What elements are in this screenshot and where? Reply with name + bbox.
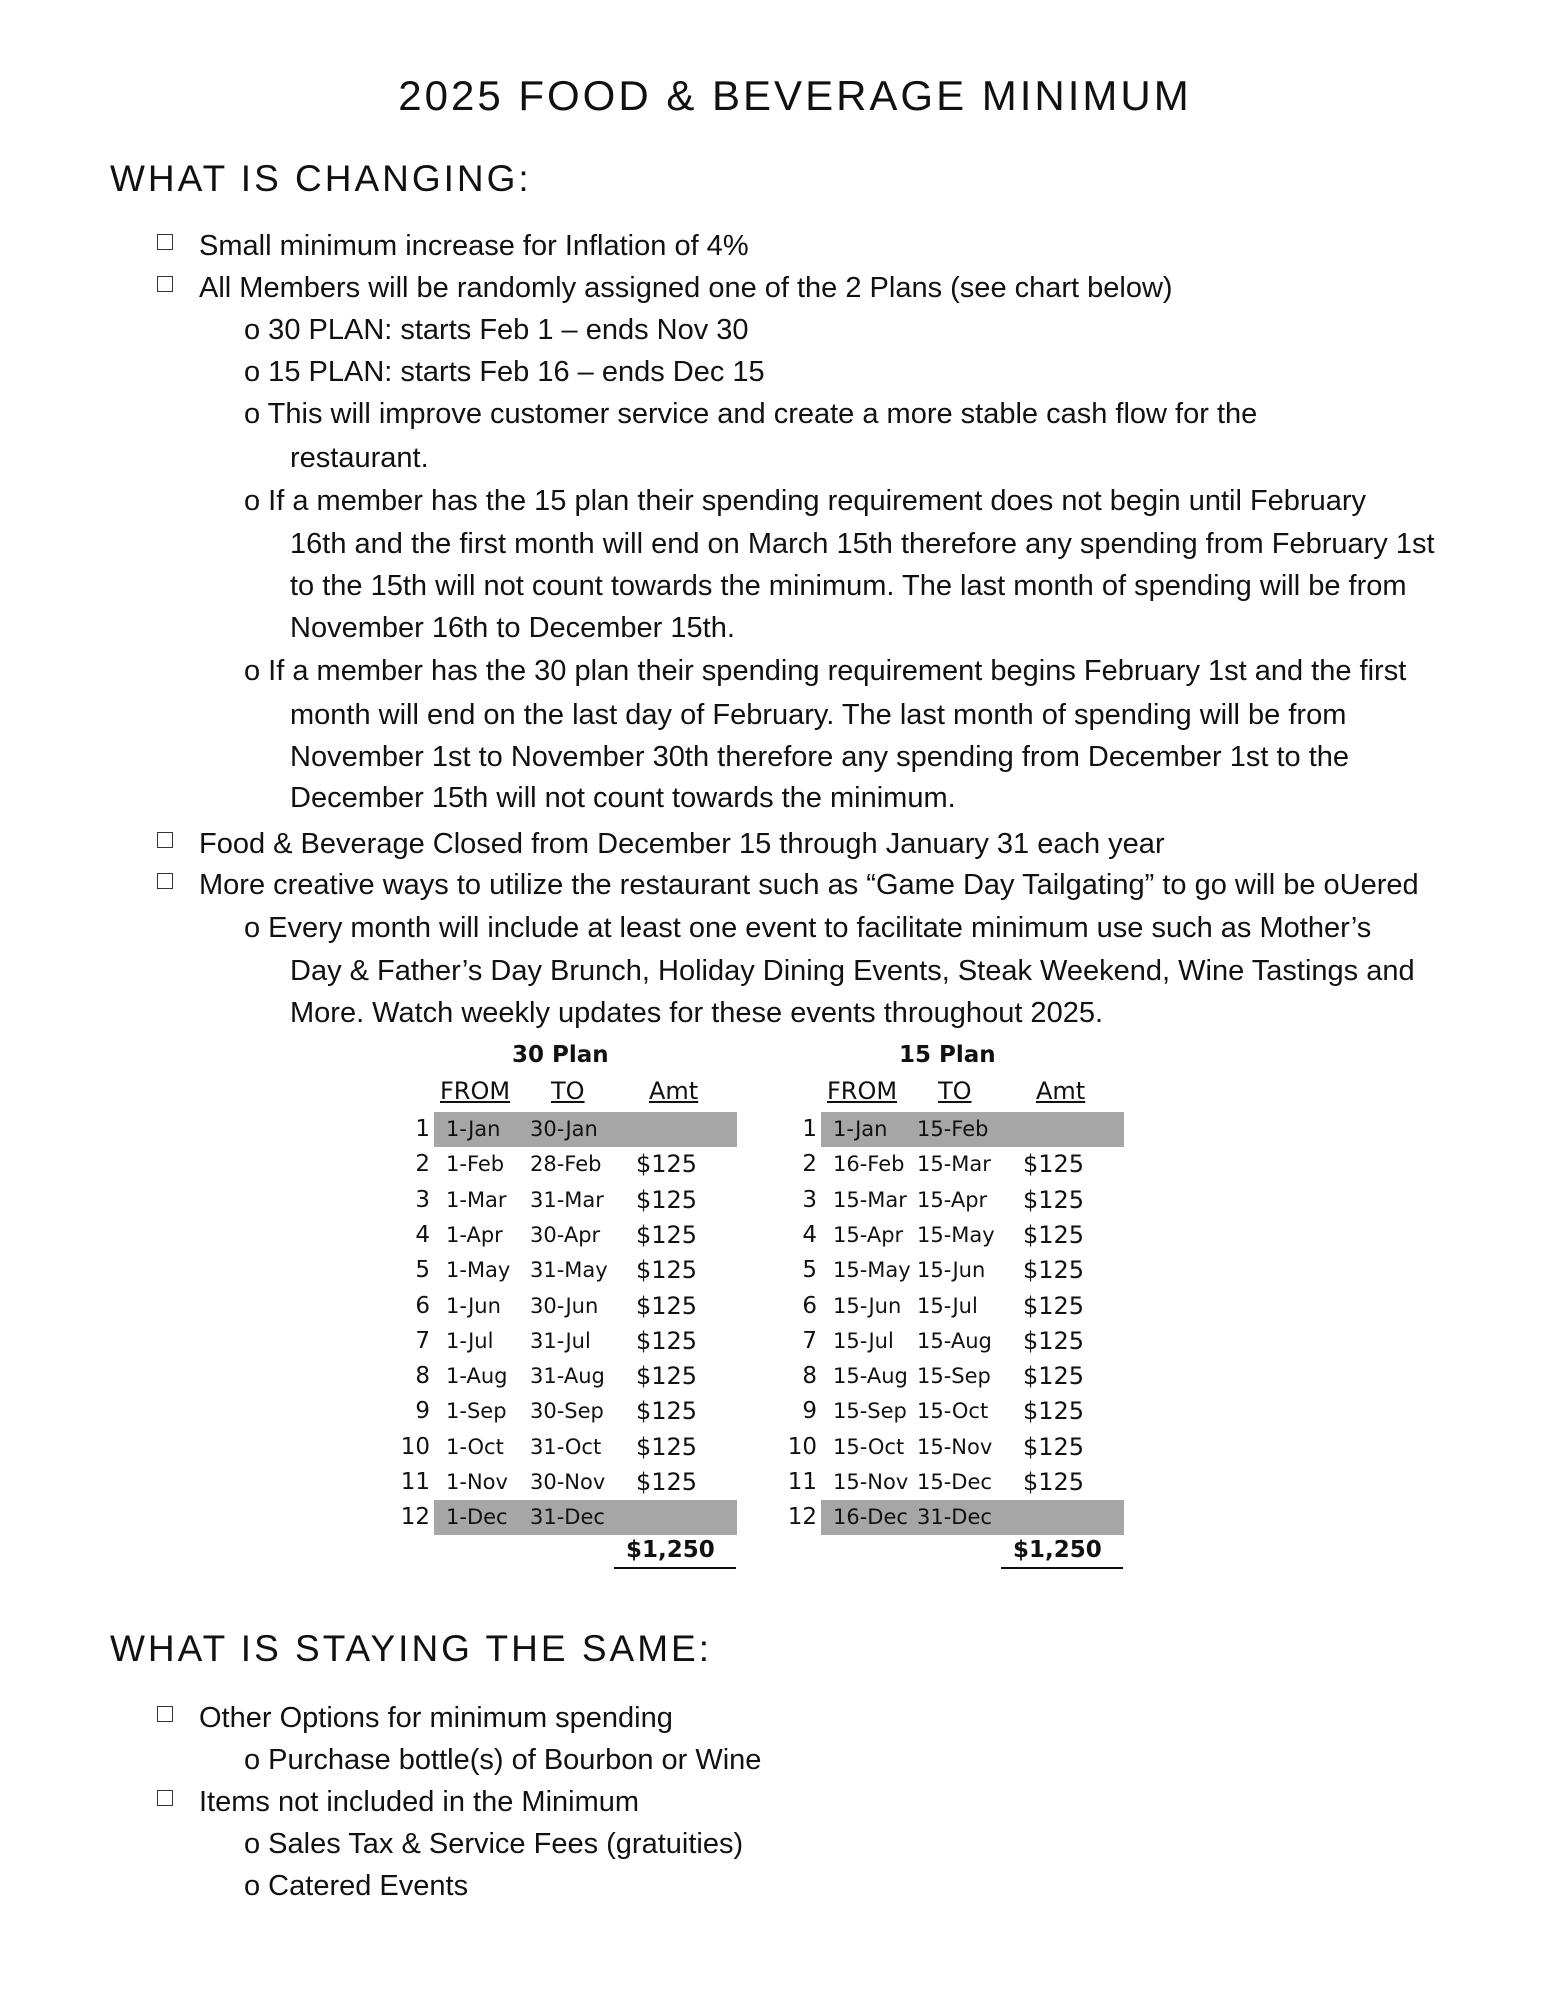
sub-bullet-bourbon: o Purchase bottle(s) of Bourbon or Wine bbox=[244, 1744, 762, 1776]
sub-bullet-service-line-1: o This will improve customer service and create a more stable cash flow for the bbox=[244, 398, 1258, 430]
from-date: 16-Dec bbox=[833, 1505, 908, 1530]
sub-bullet-events-line-1: o Every month will include at least one event to facilitate minimum use such as Mother’s bbox=[244, 912, 1372, 944]
plan-30-header-amt: Amt bbox=[649, 1077, 699, 1105]
to-date: 15-Nov bbox=[917, 1434, 993, 1459]
plan-30-total-rule bbox=[614, 1567, 736, 1569]
from-date: 1-Jun bbox=[446, 1293, 501, 1318]
from-date: 15-Aug bbox=[833, 1364, 908, 1389]
table-row bbox=[0, 1324, 1545, 1359]
sub-bullet-events-line-2: Day & Father’s Day Brunch, Holiday Dining Events, Steak Weekend, Wine Tastings and bbox=[290, 955, 1415, 987]
from-date: 15-Apr bbox=[833, 1222, 904, 1247]
table-row bbox=[0, 1289, 1545, 1324]
amount: $125 bbox=[1023, 1256, 1085, 1285]
row-number: 7 bbox=[415, 1327, 430, 1354]
bullet-inflation: Small minimum increase for Inflation of 4% bbox=[199, 230, 749, 262]
table-row bbox=[0, 1394, 1545, 1429]
to-date: 15-Dec bbox=[917, 1470, 992, 1494]
to-date: 15-Jun bbox=[917, 1258, 986, 1283]
sub-bullet-15-detail-line-3: to the 15th will not count towards the minimum. The last month of spending will be from bbox=[290, 570, 1407, 602]
to-date: 28-Feb bbox=[530, 1152, 602, 1177]
sub-bullet-30-detail-line-3: November 1st to November 30th therefore any spending from December 1st to the bbox=[290, 741, 1350, 773]
table-row bbox=[0, 1359, 1545, 1394]
section-heading-staying: WHAT IS STAYING THE SAME: bbox=[110, 1628, 712, 1669]
row-number: 9 bbox=[802, 1398, 817, 1425]
to-date: 15-Sep bbox=[917, 1364, 991, 1389]
amount: $125 bbox=[636, 1397, 698, 1426]
from-date: 15-Mar bbox=[833, 1187, 907, 1212]
checkbox-bullet-icon bbox=[157, 1790, 173, 1806]
row-number: 12 bbox=[787, 1504, 817, 1531]
amount: $125 bbox=[636, 1291, 698, 1320]
row-number: 12 bbox=[400, 1504, 430, 1531]
row-number: 11 bbox=[400, 1469, 430, 1495]
row-number: 4 bbox=[415, 1221, 430, 1248]
row-number: 11 bbox=[787, 1469, 817, 1495]
row-number: 3 bbox=[415, 1186, 430, 1213]
from-date: 15-Jul bbox=[833, 1328, 894, 1353]
to-date: 31-May bbox=[530, 1258, 608, 1283]
amount: $125 bbox=[1023, 1185, 1085, 1214]
row-number: 6 bbox=[415, 1292, 430, 1319]
amount: $125 bbox=[1023, 1397, 1085, 1426]
row-number: 6 bbox=[802, 1292, 817, 1319]
table-row bbox=[0, 1465, 1545, 1500]
to-date: 30-Apr bbox=[530, 1222, 601, 1247]
row-number: 4 bbox=[802, 1221, 817, 1248]
plan-30-total: $1,250 bbox=[626, 1537, 715, 1563]
from-date: 1-Nov bbox=[446, 1470, 508, 1494]
row-number: 5 bbox=[802, 1257, 817, 1284]
plan-15-header-from: FROM bbox=[827, 1077, 898, 1105]
to-date: 31-Dec bbox=[917, 1505, 992, 1530]
amount: $125 bbox=[636, 1220, 698, 1249]
checkbox-bullet-icon bbox=[157, 873, 173, 889]
from-date: 15-Nov bbox=[833, 1470, 909, 1494]
table-row bbox=[0, 1218, 1545, 1253]
from-date: 1-Sep bbox=[446, 1399, 507, 1424]
to-date: 15-Jul bbox=[917, 1293, 978, 1318]
checkbox-bullet-icon bbox=[157, 276, 173, 292]
plan-15-title: 15 Plan bbox=[899, 1042, 996, 1068]
to-date: 15-Apr bbox=[917, 1187, 988, 1212]
sub-bullet-15-detail-line-2: 16th and the first month will end on March 15th therefore any spending from February 1st bbox=[290, 528, 1435, 560]
from-date: 1-Aug bbox=[446, 1364, 508, 1389]
row-number: 9 bbox=[415, 1398, 430, 1425]
row-number: 1 bbox=[802, 1116, 817, 1142]
plan-15-header-to: TO bbox=[938, 1077, 972, 1105]
to-date: 30-Jan bbox=[530, 1117, 598, 1141]
sub-bullet-15-detail-line-1: o If a member has the 15 plan their spending requirement does not begin until February bbox=[244, 485, 1367, 517]
from-date: 1-Dec bbox=[446, 1505, 508, 1530]
table-row bbox=[0, 1253, 1545, 1288]
amount: $125 bbox=[636, 1432, 698, 1461]
amount: $125 bbox=[636, 1185, 698, 1214]
from-date: 15-May bbox=[833, 1258, 911, 1283]
checkbox-bullet-icon bbox=[157, 1706, 173, 1722]
from-date: 1-Jan bbox=[446, 1117, 501, 1141]
from-date: 15-Jun bbox=[833, 1293, 902, 1318]
bullet-closed: Food & Beverage Closed from December 15 through January 31 each year bbox=[199, 828, 1165, 860]
amount: $125 bbox=[1023, 1362, 1085, 1391]
row-number: 8 bbox=[415, 1363, 430, 1390]
sub-bullet-catered: o Catered Events bbox=[244, 1870, 469, 1902]
from-date: 1-Feb bbox=[446, 1152, 505, 1177]
amount: $125 bbox=[1023, 1220, 1085, 1249]
row-number: 5 bbox=[415, 1257, 430, 1284]
to-date: 15-Mar bbox=[917, 1152, 991, 1177]
from-date: 1-Mar bbox=[446, 1187, 507, 1212]
to-date: 30-Nov bbox=[530, 1470, 606, 1494]
sub-bullet-service-line-2: restaurant. bbox=[290, 442, 429, 474]
amount: $125 bbox=[636, 1468, 698, 1496]
sub-bullet-30-detail-line-4: December 15th will not count towards the minimum. bbox=[290, 782, 956, 814]
to-date: 30-Sep bbox=[530, 1399, 604, 1424]
from-date: 1-Oct bbox=[446, 1434, 504, 1459]
from-date: 1-May bbox=[446, 1258, 511, 1283]
to-date: 31-Jul bbox=[530, 1328, 591, 1353]
amount: $125 bbox=[1023, 1326, 1085, 1355]
row-number: 8 bbox=[802, 1363, 817, 1390]
to-date: 15-Aug bbox=[917, 1328, 992, 1353]
plan-30-header-to: TO bbox=[551, 1077, 585, 1105]
amount: $125 bbox=[636, 1256, 698, 1285]
sub-bullet-events-line-3: More. Watch weekly updates for these events throughout 2025. bbox=[290, 997, 1104, 1029]
plan-30-title: 30 Plan bbox=[512, 1042, 609, 1068]
section-heading-changing: WHAT IS CHANGING: bbox=[110, 158, 532, 199]
sub-bullet-30-detail-line-2: month will end on the last day of February. The last month of spending will be from bbox=[290, 699, 1347, 731]
plan-15-header-amt: Amt bbox=[1036, 1077, 1086, 1105]
sub-bullet-15-plan: o 15 PLAN: starts Feb 16 – ends Dec 15 bbox=[244, 356, 765, 388]
row-number: 10 bbox=[400, 1433, 430, 1460]
from-date: 15-Oct bbox=[833, 1434, 905, 1459]
to-date: 15-May bbox=[917, 1222, 995, 1247]
row-number: 10 bbox=[787, 1433, 817, 1460]
row-number: 2 bbox=[802, 1151, 817, 1178]
amount: $125 bbox=[636, 1326, 698, 1355]
table-row bbox=[0, 1183, 1545, 1218]
sub-bullet-30-detail-line-1: o If a member has the 30 plan their spending requirement begins February 1st and the first bbox=[244, 655, 1407, 687]
row-number: 7 bbox=[802, 1327, 817, 1354]
to-date: 31-Aug bbox=[530, 1364, 605, 1389]
from-date: 15-Sep bbox=[833, 1399, 907, 1424]
plan-15-total: $1,250 bbox=[1013, 1537, 1102, 1563]
amount: $125 bbox=[1023, 1432, 1085, 1461]
to-date: 15-Feb bbox=[917, 1117, 989, 1141]
checkbox-bullet-icon bbox=[157, 832, 173, 848]
bullet-other-options: Other Options for minimum spending bbox=[199, 1702, 673, 1734]
table-row bbox=[0, 1112, 1545, 1147]
page-title: 2025 FOOD & BEVERAGE MINIMUM bbox=[398, 72, 1192, 119]
checkbox-bullet-icon bbox=[157, 234, 173, 250]
to-date: 31-Oct bbox=[530, 1434, 602, 1459]
row-number: 3 bbox=[802, 1186, 817, 1213]
amount: $125 bbox=[636, 1362, 698, 1391]
from-date: 1-Jul bbox=[446, 1328, 494, 1353]
sub-bullet-15-detail-line-4: November 16th to December 15th. bbox=[290, 612, 735, 644]
amount: $125 bbox=[1023, 1468, 1085, 1496]
amount: $125 bbox=[636, 1150, 698, 1179]
from-date: 1-Jan bbox=[833, 1117, 888, 1141]
amount: $125 bbox=[1023, 1150, 1085, 1179]
sub-bullet-30-plan: o 30 PLAN: starts Feb 1 – ends Nov 30 bbox=[244, 314, 749, 346]
row-number: 1 bbox=[415, 1116, 430, 1142]
amount: $125 bbox=[1023, 1291, 1085, 1320]
bullet-not-included: Items not included in the Minimum bbox=[199, 1786, 640, 1818]
from-date: 16-Feb bbox=[833, 1152, 905, 1177]
table-row bbox=[0, 1500, 1545, 1535]
bullet-creative-ways: More creative ways to utilize the restaurant such as “Game Day Tailgating” to go will be oUered bbox=[199, 869, 1419, 901]
plan-15-total-rule bbox=[1001, 1567, 1123, 1569]
to-date: 31-Dec bbox=[530, 1505, 605, 1530]
table-row bbox=[0, 1147, 1545, 1182]
to-date: 15-Oct bbox=[917, 1399, 989, 1424]
from-date: 1-Apr bbox=[446, 1222, 503, 1247]
to-date: 31-Mar bbox=[530, 1187, 604, 1212]
table-row bbox=[0, 1430, 1545, 1465]
sub-bullet-sales-tax: o Sales Tax & Service Fees (gratuities) bbox=[244, 1828, 744, 1860]
plan-30-header-from: FROM bbox=[440, 1077, 511, 1105]
bullet-plans: All Members will be randomly assigned one of the 2 Plans (see chart below) bbox=[199, 272, 1173, 304]
to-date: 30-Jun bbox=[530, 1293, 599, 1318]
row-number: 2 bbox=[415, 1151, 430, 1178]
